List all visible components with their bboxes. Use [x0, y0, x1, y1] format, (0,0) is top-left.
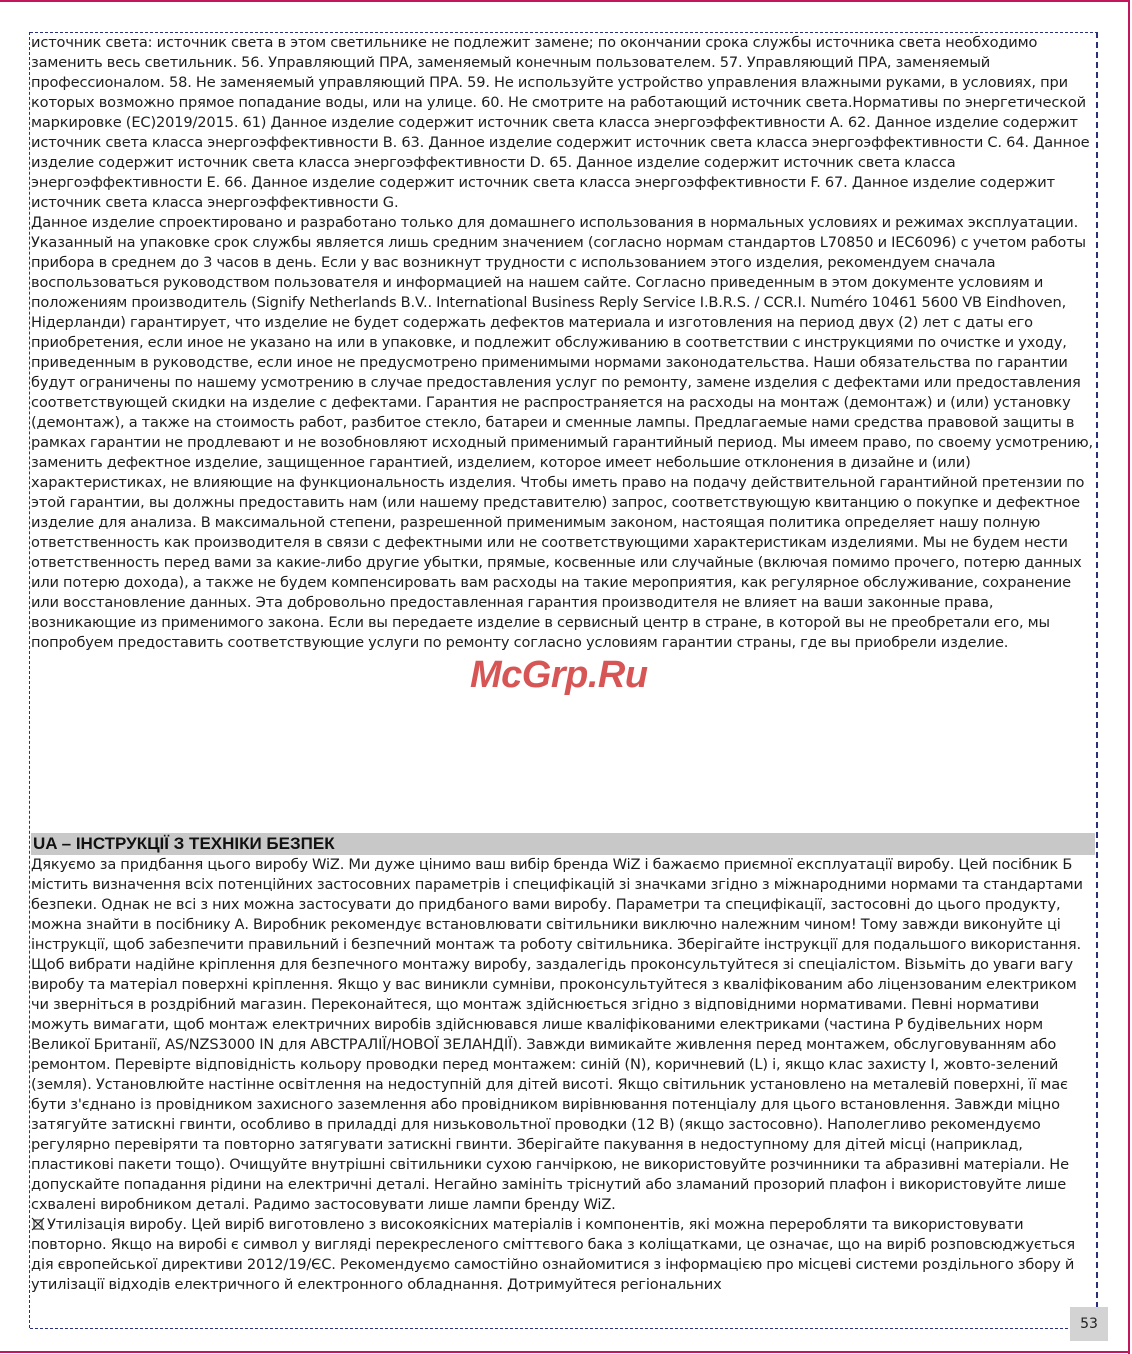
ua-section	[31, 855, 1095, 1295]
cut-line-bottom	[30, 1328, 1098, 1329]
ua-section-heading	[31, 833, 1095, 855]
crossed-bin-icon	[31, 1217, 45, 1231]
ru-paragraph-1: источник света: источник света в этом светильнике не подлежит замене; по окончании срока службы источника света необходимо заменить весь светильник. 56. Управляющий ПРА, заменяемый конечным пользователем. 57. Управляющий ПРА, заменяемый профессионалом. 58. Не заменяемый управляющий ПРА. 59. Не используйте устройство управления влажными руками, в условиях, при которых возможно прямое попадание воды, или на улице. 60. Не смотрите на работающий источник света.Нормативы по энергетической маркировке (EC)2019/2015. 61) Данное изделие содержит источник света класса энергоэффективности A. 62. Данное изделие содержит источник света класса энергоэффективности B. 63. Данное изделие содержит источник света класса энергоэффективности C. 64. Данное изделие содержит источник света класса энергоэффективности D. 65. Данное изделие содержит источник света класса энергоэффективности E. 66. Данное изделие содержит источник света класса энергоэффективности F. 67. Данное изделие содержит источник света класса энергоэффективности G.	[31, 34, 1090, 211]
page-number: 53	[1070, 1307, 1108, 1341]
ua-paragraph-2-text: Утилізація виробу. Цей виріб виготовлено з високоякісних матеріалів і компонентів, які можна переробляти та використовувати повторно. Якщо на виробі є символ у вигляді перекресленого сміттєвого бака з коліщатками, це означає, що на виріб розповсюджується дія європейської директиви 2012/19/ЄС. Рекомендуємо самостійно ознайомитися з інформацією про місцеві системи роздільного збору й утилізації відходів електричного й електронного обладнання. Дотримуйтеся регіональних	[31, 1216, 1076, 1293]
page-frame-right	[1128, 0, 1130, 1354]
ru-section	[31, 33, 1095, 653]
ua-heading-text: UA – ІНСТРУКЦІЇ З ТЕХНІКИ БЕЗПЕК	[33, 834, 335, 853]
ru-paragraph-2: Данное изделие спроектировано и разработано только для домашнего использования в нормальных условиях и режимах эксплуатации. Указанный на упаковке срок службы является лишь средним значением (согласно нормам стандартов L70850 и IEC6096) с учетом работы прибора в среднем до 3 часов в день. Если у вас возникнут трудности с использованием этого изделия, рекомендуем сначала воспользоваться руководством пользователя и информацией на нашем сайте. Согласно приведенным в этом документе условиям и положениям производитель (Signify Netherlands B.V.. International Business Reply Service I.B.R.S. / CCR.I. Numéro 10461 5600 VB Eindhoven, Нідерланди) гарантирует, что изделие не будет содержать дефектов материала и изготовления на период двух (2) лет с даты его приобретения, если иное не указано на или в упаковке, и подлежит обслуживанию в соответствии с инструкциями по очистке и уходу, приведенным в руководстве, если иное не предусмотрено применимыми нормами законодательства. Наши обязательства по гарантии будут ограничены по нашему усмотрению в случае предоставления услуг по ремонту, замене изделия с дефектами или предоставления соответствующей скидки на изделие с дефектами. Гарантия не распространяется на расходы на монтаж (демонтаж) и (или) установку (демонтаж), а также на стоимость работ, разбитое стекло, батареи и сменные лампы. Предлагаемые нами средства правовой защиты в рамках гарантии не продлевают и не возобновляют исходный применимый гарантийный период. Мы имеем право, по своему усмотрению, заменить дефектное изделие, защищенное гарантией, изделием, которое имеет небольшие отклонения в дизайне и (или) характеристиках, не влияющие на функциональность изделия. Чтобы иметь право на подачу действительной гарантийной претензии по этой гарантии, вы должны предоставить нам (или нашему представителю) запрос, соответствующую квитанцию о покупке и дефектное изделие для анализа. В максимальной степени, разрешенной применимым законом, настоящая политика определяет нашу полную ответственность как производителя в связи с дефектными или не соответствующими характеристикам изделиями. Мы не будем нести ответственность перед вами за какие-либо другие убытки, прямые, косвенные или случайные (включая помимо прочего, потерю данных или потерю дохода), а также не будем компенсировать вам расходы на такие мероприятия, как регулярное обслуживание, сохранение или восстановление данных. Эта добровольно предоставленная гарантия производителя не влияет на ваши законные права, возникающие из применимого закона. Если вы передаете изделие в сервисный центр в стране, в которой вы не преобретали его, мы попробуем предоставить соответствующие услуги по ремонту согласно условиям гарантии страны, где вы приобрели изделие.	[31, 214, 1094, 651]
ua-paragraph-1: Дякуємо за придбання цього виробу WiZ. Ми дуже цінимо ваш вибір бренда WiZ і бажаємо приємної експлуатації виробу. Цей посібник Б містить визначення всіх потенційних застосовних параметрів і специфікацій зі значками згідно з міжнародними нормами та стандартами безпеки. Однак не всі з них можна застосувати до придбаного вами виробу. Параметри та специфікації, застосовні до цього продукту, можна знайти в посібнику А. Виробник рекомендує встановлювати світильники виключно належним чином! Тому завжди виконуйте ці інструкції, щоб забезпечити правильний і безпечний монтаж та роботу світильника. Зберігайте інструкції для подальшого використання. Щоб вибрати надійне кріплення для безпечного монтажу виробу, заздалегідь проконсультуйтеся зі спеціалістом. Візьміть до уваги вагу виробу та матеріал поверхні кріплення. Якщо у вас виникли сумніви, проконсультуйтеся з кваліфікованим або ліцензованим електриком чи зверніться в роздрібний магазин. Переконайтеся, що монтаж здійснюється згідно з відповідними нормативами. Певні нормативи можуть вимагати, щоб монтаж електричних виробів здійснювався лише кваліфікованими електриками (частина P будівельних норм Великої Британії, AS/NZS3000 IN для АВСТРАЛІЇ/НОВОЇ ЗЕЛАНДІЇ). Завжди вимикайте живлення перед монтажем, обслуговуванням або ремонтом. Перевірте відповідність кольору проводки перед монтажем: синій (N), коричневий (L) і, якщо клас захисту I, жовто-зелений (земля). Установлюйте настінне освітлення на недоступній для дітей висоті. Якщо світильник установлено на металевій поверхні, її має бути з'єднано із провідником захисного заземлення або провідником вирівнювання потенціалу для цього встановлення. Завжди міцно затягуйте затискні гвинти, особливо в приладді для низьковольтної проводки (12 В) (якщо застосовно). Наполегливо рекомендуємо регулярно перевіряти та повторно затягувати затискні гвинти. Зберігайте пакування в недоступному для дітей місці (наприклад, пластикові пакети тощо). Очищуйте внутрішні світильники сухою ганчіркою, не використовуйте розчинники та абразивні матеріали. Не допускайте попадання рідини на електричні деталі. Негайно замініть тріснутий або зламаний прозорий плафон і використовуйте лише схвалені виробником деталі. Радимо застосовувати лише лампи бренду WiZ.	[31, 856, 1083, 1213]
ua-paragraph-2	[31, 1215, 1095, 1295]
page-frame-top	[0, 0, 1130, 2]
cut-line-left	[29, 32, 30, 1328]
page-frame-bottom	[0, 1351, 1130, 1353]
cut-line-right	[1096, 32, 1098, 1328]
watermark: McGrp.Ru	[470, 654, 648, 696]
